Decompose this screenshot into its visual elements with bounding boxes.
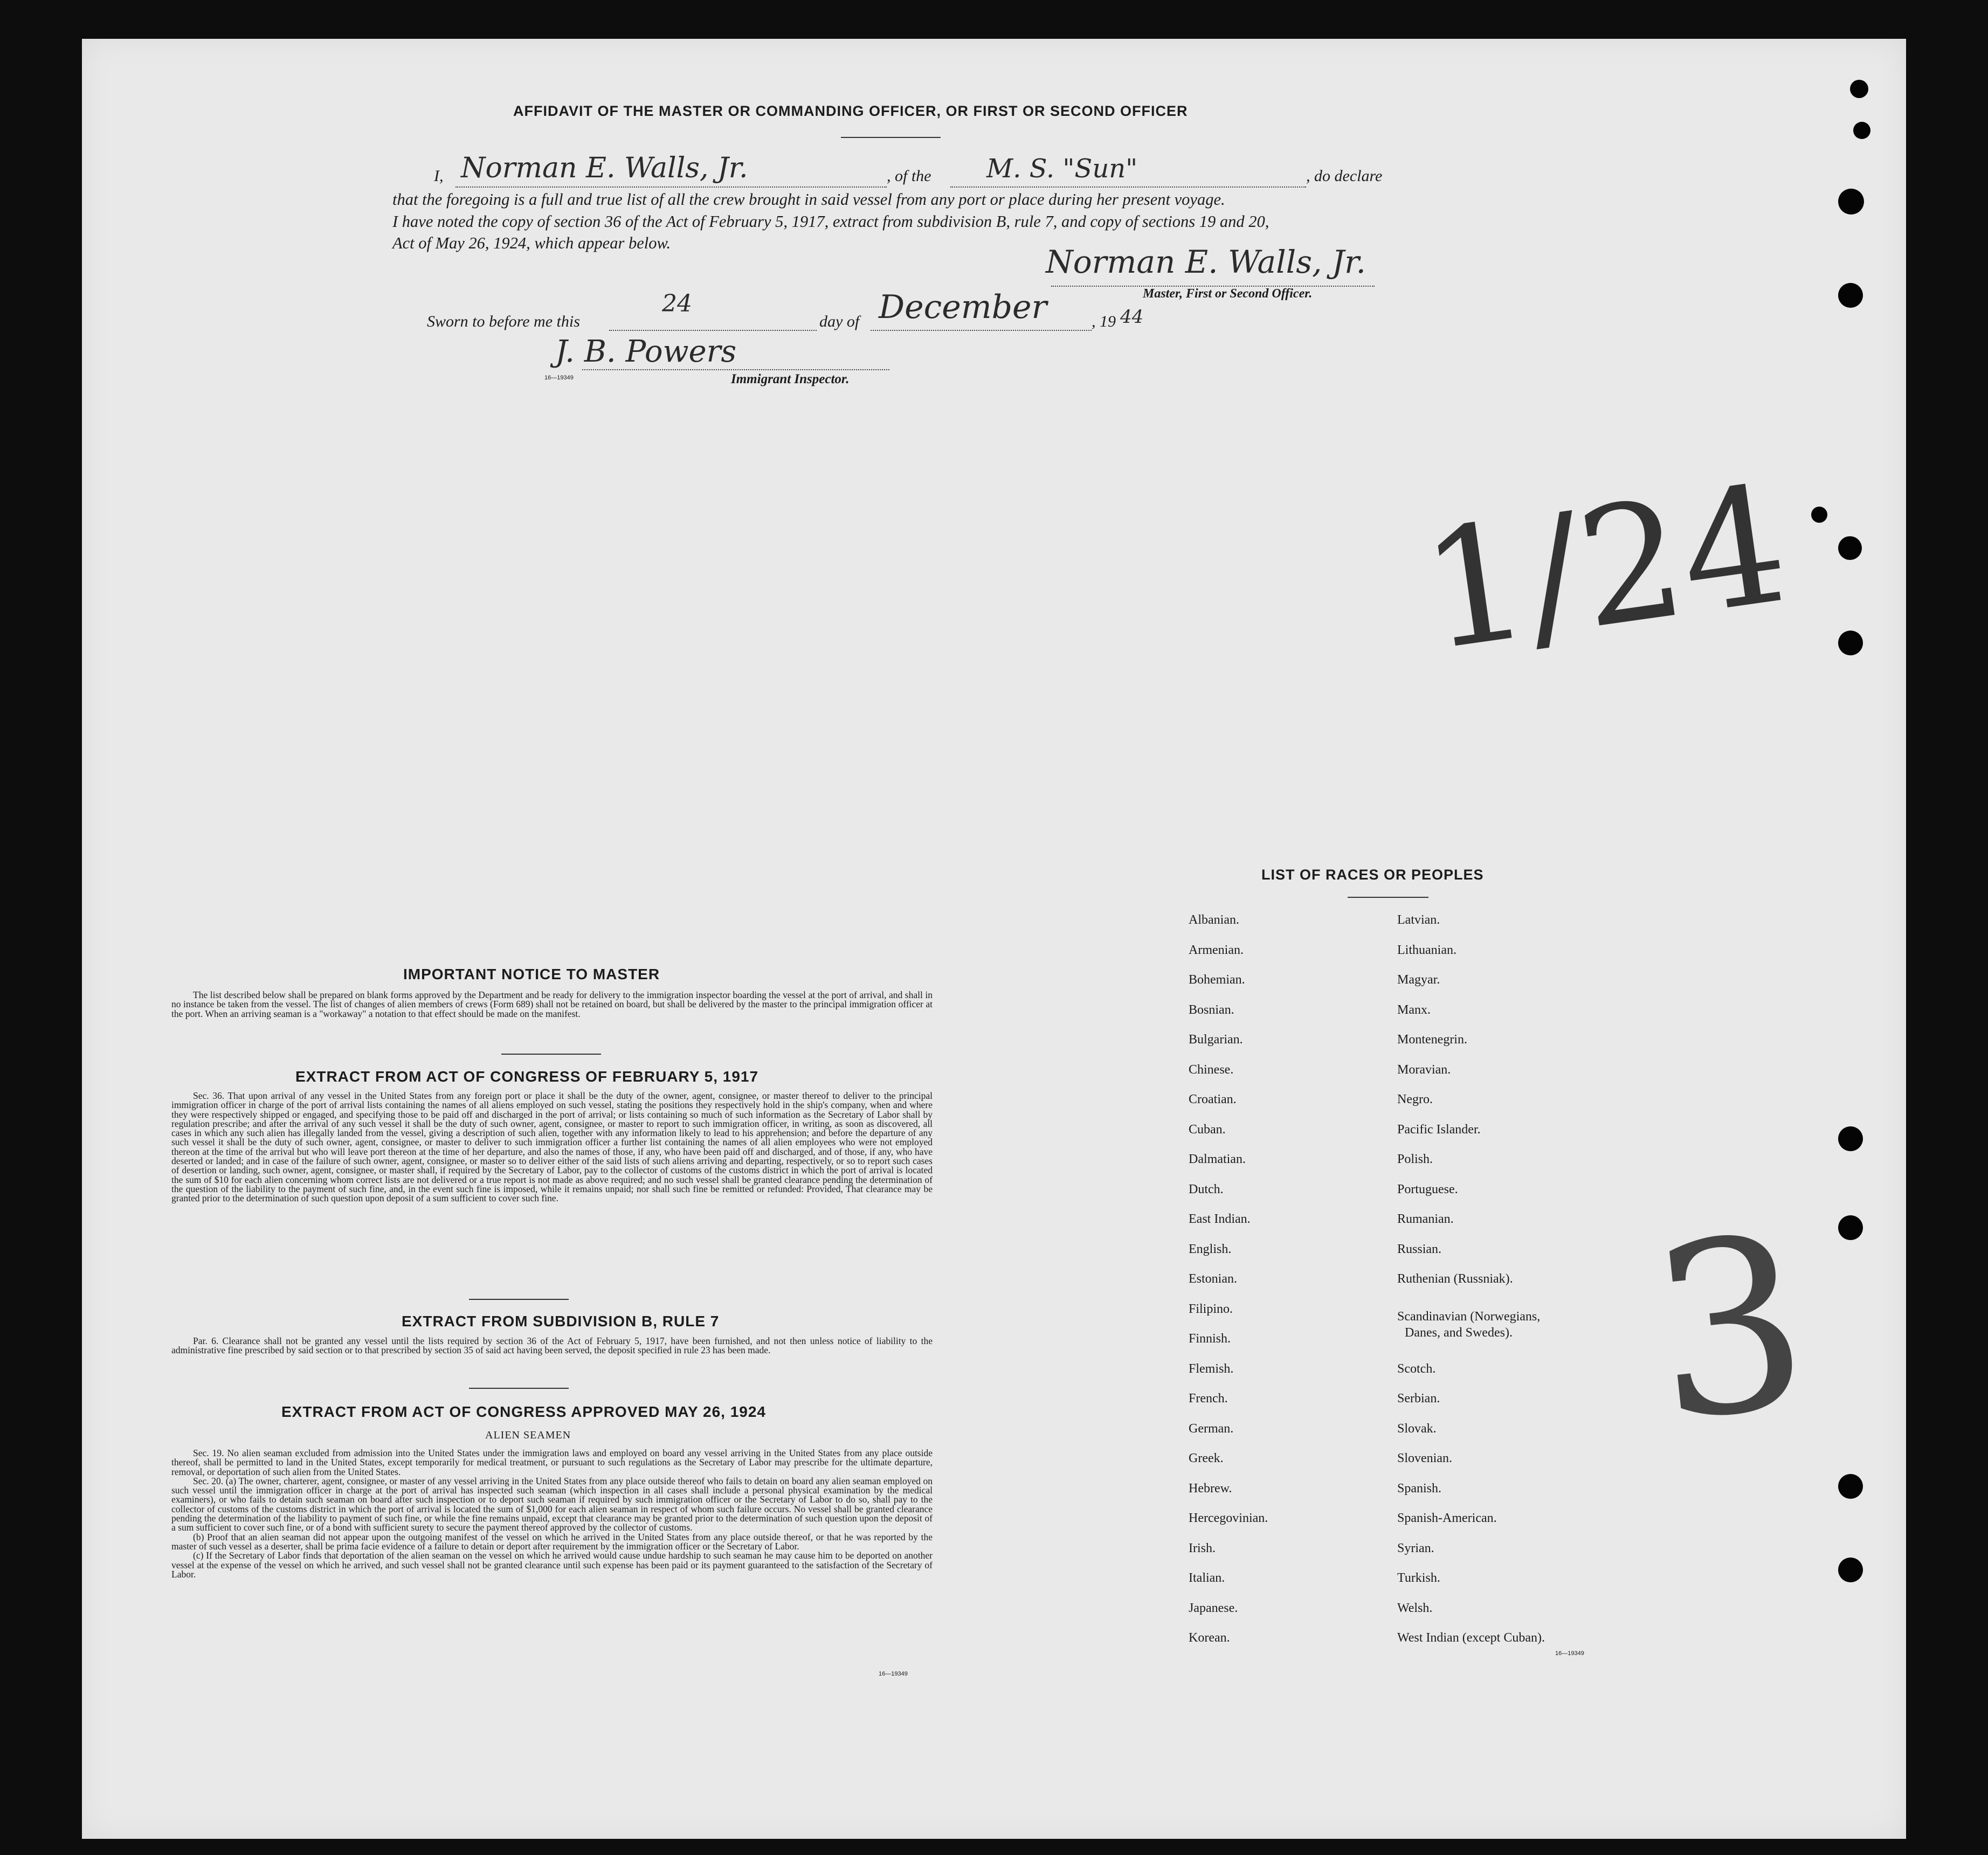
- race-item: Finnish.: [1189, 1332, 1231, 1346]
- year-prefix: , 19: [1092, 313, 1116, 330]
- race-item: East Indian.: [1189, 1212, 1251, 1226]
- punch-hole: [1853, 122, 1870, 139]
- punch-hole: [1838, 189, 1864, 214]
- inspector-line: [582, 369, 889, 370]
- punch-hole: [1850, 80, 1868, 98]
- sec-20c-paragraph: (c) If the Secretary of Labor finds that deportation of the alien seaman on the vessel on which he arrived would cause undue hardship to such seaman he may cause him to be deported on another vessel at the expense of the vessel on which he arrived, and such vessel shall not be granted clearance until such expense has been paid or its payment guaranteed to the satisfaction of the Secretary of Labor.: [171, 1550, 933, 1580]
- master-signature-caption: Master, First or Second Officer.: [1143, 287, 1313, 301]
- master-signature: Norman E. Walls, Jr.: [1046, 244, 1366, 280]
- affidavit-i: I,: [434, 167, 444, 185]
- race-item: Slovak.: [1397, 1421, 1437, 1436]
- race-item: Irish.: [1189, 1541, 1216, 1555]
- race-item: Bohemian.: [1189, 973, 1245, 987]
- divider: [501, 1054, 601, 1055]
- sec-20b-paragraph: (b) Proof that an alien seaman did not appear upon the outgoing manifest of the vessel on which he arrived in the United States from any place outside thereof, or that he was reported by the master of such vessel as a deserter, shall be prima facie evidence of a failure to detain or deport after requirement by the immigration officer or the Secretary of Labor.: [171, 1531, 933, 1552]
- punch-hole: [1838, 1215, 1863, 1240]
- affidavit-heading: AFFIDAVIT OF THE MASTER OR COMMANDING OFFICER, OR FIRST OR SECOND OFFICER: [513, 103, 1188, 119]
- race-item: Dalmatian.: [1189, 1152, 1246, 1166]
- race-item: Armenian.: [1189, 943, 1244, 957]
- race-item: Russian.: [1397, 1242, 1442, 1256]
- punch-hole: [1811, 507, 1827, 523]
- races-heading: LIST OF RACES OR PEOPLES: [1261, 867, 1484, 883]
- race-item: Bosnian.: [1189, 1002, 1234, 1017]
- extract-1924-body: [171, 1449, 933, 1579]
- inspector-caption: Immigrant Inspector.: [731, 372, 850, 386]
- race-item: Lithuanian.: [1397, 943, 1457, 957]
- sworn-month: December: [879, 288, 1047, 326]
- race-item: Turkish.: [1397, 1571, 1440, 1585]
- race-item: Greek.: [1189, 1451, 1224, 1465]
- race-item: Magyar.: [1397, 973, 1440, 987]
- race-item: Manx.: [1397, 1002, 1431, 1017]
- race-item: German.: [1189, 1421, 1234, 1436]
- day-line: [609, 330, 817, 331]
- race-item: Hercegovinian.: [1189, 1511, 1268, 1525]
- divider: [841, 137, 941, 138]
- race-item: Korean.: [1189, 1631, 1230, 1645]
- race-item: Japanese.: [1189, 1601, 1238, 1615]
- divider: [469, 1299, 569, 1300]
- race-item: Hebrew.: [1189, 1481, 1232, 1496]
- race-item: French.: [1189, 1392, 1228, 1406]
- day-of-label: day of: [819, 313, 860, 330]
- divider: [1348, 897, 1428, 898]
- race-item: Albanian.: [1189, 913, 1239, 927]
- punch-hole: [1838, 536, 1862, 560]
- race-item: Flemish.: [1189, 1361, 1234, 1376]
- alien-seamen-subheading: ALIEN SEAMEN: [485, 1429, 571, 1441]
- sec-19-paragraph: Sec. 19. No alien seaman excluded from admission into the United States under the immigration laws and employed on board any vessel arriving in the United States from any place outside thereof, shall be permitted to land in the United States, except temporarily for medical treatment, or pursuant to such regulations as the Secretary of Labor may prescribe for the ultimate departure, removal, or deportation of such alien from the United States.: [171, 1448, 933, 1477]
- race-item: Croatian.: [1189, 1092, 1237, 1106]
- extract-1917-heading: EXTRACT FROM ACT OF CONGRESS OF FEBRUARY 5, 1917: [295, 1068, 759, 1085]
- race-item: Moravian.: [1397, 1062, 1451, 1077]
- race-item: Negro.: [1397, 1092, 1433, 1106]
- race-item: Polish.: [1397, 1152, 1433, 1166]
- race-item: Cuban.: [1189, 1122, 1226, 1137]
- punch-hole: [1838, 283, 1863, 308]
- race-item: Scotch.: [1397, 1361, 1436, 1376]
- race-item: Dutch.: [1189, 1182, 1224, 1196]
- punch-hole: [1838, 1126, 1863, 1151]
- extract-1917-body: [171, 1091, 933, 1203]
- race-item: Spanish-American.: [1397, 1511, 1497, 1525]
- punch-hole: [1838, 1474, 1863, 1499]
- affidavit-line-3: I have noted the copy of section 36 of the Act of February 5, 1917, extract from subdivision B, rule 7, and copy of sections 19 and 20,: [392, 212, 1269, 231]
- notice-heading: IMPORTANT NOTICE TO MASTER: [403, 966, 660, 982]
- race-item: West Indian (except Cuban).: [1397, 1631, 1545, 1645]
- race-item: Rumanian.: [1397, 1212, 1454, 1226]
- form-number: 16—19349: [544, 375, 574, 381]
- punch-hole: [1838, 1558, 1863, 1582]
- affidavit-line-2: that the foregoing is a full and true list of all the crew brought in said vessel from any port or place during her present voyage.: [392, 190, 1225, 209]
- divider: [469, 1388, 569, 1389]
- officer-name-line: [455, 186, 887, 188]
- race-item: Scandinavian (Norwegians,: [1397, 1310, 1541, 1324]
- inspector-signature: J. B. Powers: [555, 334, 737, 369]
- handwritten-fraction: 1/24: [1411, 449, 1798, 687]
- race-item: Italian.: [1189, 1571, 1225, 1585]
- race-item: Latvian.: [1397, 913, 1440, 927]
- sworn-year: 44: [1120, 306, 1144, 328]
- form-number: 16—19349: [1555, 1650, 1584, 1657]
- subdivision-b-body: [171, 1337, 933, 1355]
- race-item: Ruthenian (Russniak).: [1397, 1272, 1513, 1286]
- handwritten-number: 3: [1641, 1183, 1820, 1475]
- vessel-line: [950, 186, 1306, 188]
- sworn-label: Sworn to before me this: [427, 313, 580, 330]
- race-item-continuation: Danes, and Swedes).: [1405, 1326, 1513, 1340]
- form-number: 16—19349: [879, 1671, 908, 1677]
- race-item: Syrian.: [1397, 1541, 1434, 1555]
- subdivision-b-heading: EXTRACT FROM SUBDIVISION B, RULE 7: [402, 1313, 720, 1330]
- extract-1924-heading: EXTRACT FROM ACT OF CONGRESS APPROVED MAY 26, 1924: [281, 1403, 766, 1420]
- race-item: Filipino.: [1189, 1302, 1233, 1316]
- do-declare-label: , do declare: [1306, 167, 1383, 185]
- race-item: Pacific Islander.: [1397, 1122, 1481, 1137]
- punch-hole: [1838, 631, 1863, 655]
- officer-name: Norman E. Walls, Jr.: [461, 152, 748, 184]
- sec-20a-paragraph: Sec. 20. (a) The owner, charterer, agent, consignee, or master of any vessel arriving in the United States from any place outside thereof who fails to detain on board any alien seaman employed on such vessel until the immigration officer in charge at the port of arrival has inspected such seaman (which inspection in all cases shall include a personal physical examination by the medical examiners), or who fails to detain such seaman on board after such inspection or to deport such seaman if required by such immigration officer or the Secretary of Labor to do so, shall pay to the collector of customs of the customs district in which the port of arrival is located the sum of $1,000 for each alien seaman in respect of whom such failure occurs. No vessel shall be granted clearance pending the determination of the liability to payment of such fine, or while the fine remains unpaid, except that clearance may be granted prior to the determination of such question upon the deposit of a sum sufficient to cover such fine, or of a bond with sufficient surety to secure the payment thereof approved by the collector of customs.: [171, 1475, 933, 1533]
- race-item: Montenegrin.: [1397, 1033, 1467, 1047]
- affidavit-line-4: Act of May 26, 1924, which appear below.: [392, 234, 671, 252]
- race-item: English.: [1189, 1242, 1232, 1256]
- race-item: Chinese.: [1189, 1062, 1234, 1077]
- sworn-day: 24: [662, 290, 692, 317]
- notice-paragraph: The list described below shall be prepared on blank forms approved by the Department and be ready for delivery to the immigration inspector boarding the vessel at the port of arrival, and shall in no instance be taken from the vessel. The list of changes of alien members of crews (Form 689) shall not be retained on board, but shall be delivered by the master to the principal immigration officer at the port. When an arriving seaman is a "workaway" a notation to that effect should be made on the manifest.: [171, 989, 933, 1019]
- notice-body: [171, 991, 933, 1019]
- month-line: [871, 330, 1092, 331]
- vessel-name: M. S. "Sun": [986, 154, 1138, 184]
- race-item: Serbian.: [1397, 1392, 1440, 1406]
- race-item: Slovenian.: [1397, 1451, 1452, 1465]
- race-item: Spanish.: [1397, 1481, 1442, 1496]
- race-item: Portuguese.: [1397, 1182, 1458, 1196]
- race-item: Bulgarian.: [1189, 1033, 1243, 1047]
- race-item: Estonian.: [1189, 1272, 1237, 1286]
- sec-36-paragraph: Sec. 36. That upon arrival of any vessel in the United States from any foreign port or place it shall be the duty of the owner, agent, consignee, or master thereof to deliver to the principal immigration officer in charge of the port of arrival lists containing the names of all aliens employed on such vessel, stating the positions they respectively hold in the ship's company, when and where they were respectively shipped or engaged, and specifying those to be paid off and discharged in the port of arrival; or lists containing so much of such information as the Secretary of Labor shall by regulation prescribe; and after the arrival of any such vessel it shall be the duty of such owner, agent, consignee, or master to report to such immigration officer, in writing, as soon as discovered, all cases in which any such alien has illegally landed from the vessel, giving a description of such alien, together with any information likely to lead to his apprehension; and before the departure of any such vessel it shall be the duty of such owner, agent, consignee, or master to deliver to such immigration officer a further list containing the names of all alien employees who were not employed thereon at the time of the arrival but who will leave port thereon at the time of her departure, and also the names of those, if any, who have been paid off and discharged, and of those, if any, who have deserted or landed; and in case of the failure of such owner, agent, consignee, or master so to deliver either of the said lists of such aliens arriving and departing, respectively, or so to report such cases of desertion or landing, such owner, agent, consignee, or master shall, if required by the Secretary of Labor, pay to the collector of customs of the customs district in which the port of arrival is located the sum of $10 for each alien concerning whom correct lists are not delivered or a true report is not made as above required; and no such vessel shall be granted clearance pending the determination of the question of the liability to the payment of such fine, and, in the event such fine is imposed, while it remains unpaid; nor shall such fine be remitted or refunded: Provided, That clearance may be granted prior to the determination of such question upon deposit of a sum sufficient to cover such fine.: [171, 1090, 933, 1204]
- race-item: Welsh.: [1397, 1601, 1433, 1615]
- par-6-paragraph: Par. 6. Clearance shall not be granted any vessel until the lists required by section 36 of the Act of February 5, 1917, have been furnished, and not then unless notice of liability to the administrative fine prescribed by said section or to that prescribed by section 35 of said act having been served, the deposit specified in rule 23 has been made.: [171, 1335, 933, 1356]
- of-the-label: , of the: [887, 167, 931, 185]
